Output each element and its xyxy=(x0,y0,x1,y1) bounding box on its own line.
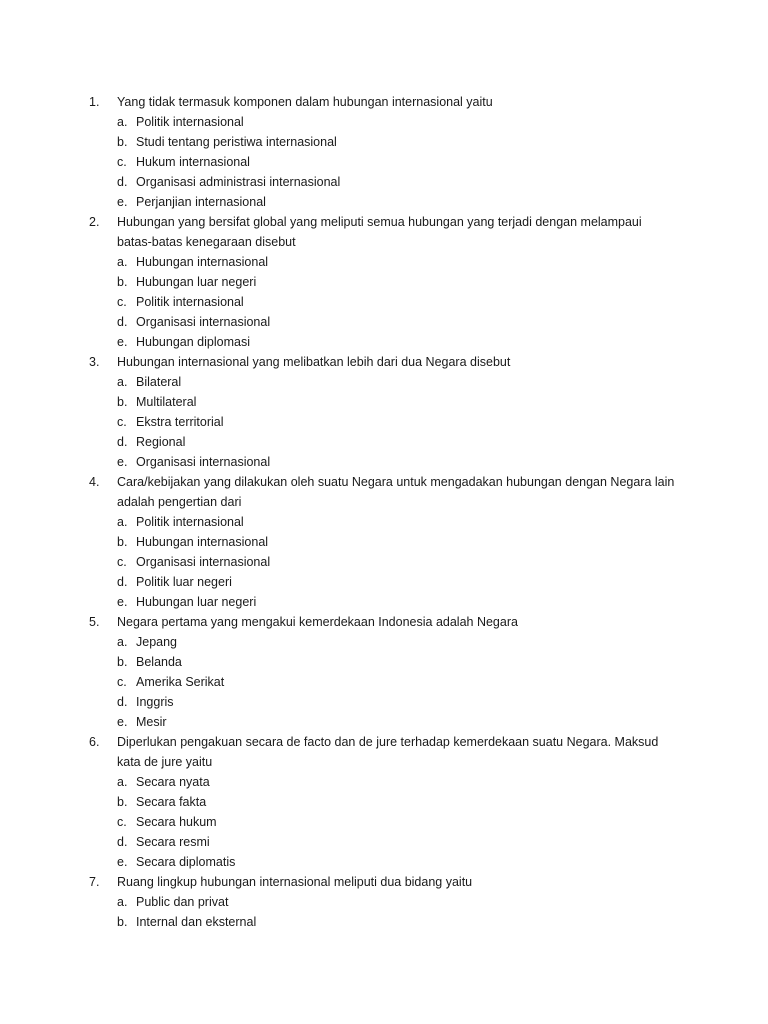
question-item xyxy=(89,92,689,212)
option-item xyxy=(89,292,689,312)
option-text: Ekstra territorial xyxy=(136,415,224,429)
option-letter: a. xyxy=(117,115,128,129)
option-list xyxy=(89,632,689,732)
option-text: Hubungan diplomasi xyxy=(136,335,250,349)
option-text: Hubungan internasional xyxy=(136,535,269,549)
option-text: Secara fakta xyxy=(136,795,207,809)
option-letter: c. xyxy=(117,675,127,689)
option-item xyxy=(89,312,689,332)
option-letter: a. xyxy=(117,515,128,529)
question-item xyxy=(89,732,689,872)
option-item xyxy=(89,672,689,692)
option-letter: c. xyxy=(117,415,127,429)
option-letter: d. xyxy=(117,435,128,449)
question-item xyxy=(89,872,689,932)
option-item xyxy=(89,112,689,132)
option-item xyxy=(89,772,689,792)
option-text: Hubungan luar negeri xyxy=(136,595,257,609)
option-item xyxy=(89,252,689,272)
option-item xyxy=(89,392,689,412)
question-text: Hubungan yang bersifat global yang meliputi semua hubungan yang terjadi dengan melampaui batas-batas kenegaraan disebut xyxy=(117,215,642,249)
option-item xyxy=(89,892,689,912)
option-letter: b. xyxy=(117,655,128,669)
option-text: Secara hukum xyxy=(136,815,217,829)
option-letter: d. xyxy=(117,695,128,709)
option-letter: b. xyxy=(117,795,128,809)
option-item xyxy=(89,572,689,592)
option-list xyxy=(89,512,689,612)
option-item xyxy=(89,652,689,672)
option-item xyxy=(89,692,689,712)
option-letter: d. xyxy=(117,835,128,849)
question-text: Ruang lingkup hubungan internasional meliputi dua bidang yaitu xyxy=(117,875,473,889)
option-letter: c. xyxy=(117,555,127,569)
option-item xyxy=(89,512,689,532)
option-item xyxy=(89,432,689,452)
option-text: Bilateral xyxy=(136,375,182,389)
question-item xyxy=(89,212,689,352)
question-text: Cara/kebijakan yang dilakukan oleh suatu Negara untuk mengadakan hubungan dengan Negara lain adalah pengertian dari xyxy=(117,475,675,509)
option-item xyxy=(89,192,689,212)
option-item xyxy=(89,412,689,432)
option-text: Belanda xyxy=(136,655,182,669)
option-item xyxy=(89,552,689,572)
option-text: Mesir xyxy=(136,715,167,729)
option-text: Politik internasional xyxy=(136,295,244,309)
option-item xyxy=(89,592,689,612)
option-text: Secara nyata xyxy=(136,775,210,789)
option-text: Politik internasional xyxy=(136,115,244,129)
option-letter: a. xyxy=(117,375,128,389)
option-letter: e. xyxy=(117,595,128,609)
question-number: 6. xyxy=(89,735,100,749)
option-item xyxy=(89,332,689,352)
option-letter: e. xyxy=(117,855,128,869)
option-text: Hukum internasional xyxy=(136,155,250,169)
option-letter: e. xyxy=(117,715,128,729)
question-list xyxy=(89,92,689,932)
option-item xyxy=(89,452,689,472)
option-list xyxy=(89,372,689,472)
option-letter: a. xyxy=(117,895,128,909)
option-letter: b. xyxy=(117,135,128,149)
question-item xyxy=(89,352,689,472)
option-text: Amerika Serikat xyxy=(136,675,225,689)
option-text: Inggris xyxy=(136,695,174,709)
option-item xyxy=(89,152,689,172)
option-letter: a. xyxy=(117,635,128,649)
option-text: Multilateral xyxy=(136,395,197,409)
option-item xyxy=(89,812,689,832)
option-letter: c. xyxy=(117,155,127,169)
option-letter: c. xyxy=(117,295,127,309)
question-number: 4. xyxy=(89,475,100,489)
option-text: Regional xyxy=(136,435,186,449)
option-text: Hubungan internasional xyxy=(136,255,269,269)
option-text: Secara resmi xyxy=(136,835,210,849)
option-letter: d. xyxy=(117,575,128,589)
option-item xyxy=(89,912,689,932)
option-letter: a. xyxy=(117,775,128,789)
option-letter: a. xyxy=(117,255,128,269)
option-text: Internal dan eksternal xyxy=(136,915,257,929)
question-number: 3. xyxy=(89,355,100,369)
option-list xyxy=(89,112,689,212)
option-letter: e. xyxy=(117,455,128,469)
question-text: Diperlukan pengakuan secara de facto dan de jure terhadap kemerdekaan suatu Negara. Maksud kata de jure yaitu xyxy=(117,735,659,769)
question-item xyxy=(89,612,689,732)
option-item xyxy=(89,852,689,872)
option-letter: b. xyxy=(117,395,128,409)
question-item xyxy=(89,472,689,612)
option-item xyxy=(89,172,689,192)
question-text: Hubungan internasional yang melibatkan lebih dari dua Negara disebut xyxy=(117,355,511,369)
option-text: Perjanjian internasional xyxy=(136,195,266,209)
option-letter: b. xyxy=(117,915,128,929)
option-letter: e. xyxy=(117,335,128,349)
option-letter: b. xyxy=(117,535,128,549)
question-number: 5. xyxy=(89,615,100,629)
question-text: Yang tidak termasuk komponen dalam hubungan internasional yaitu xyxy=(117,95,493,109)
option-item xyxy=(89,272,689,292)
option-text: Hubungan luar negeri xyxy=(136,275,257,289)
option-text: Politik internasional xyxy=(136,515,244,529)
option-item xyxy=(89,372,689,392)
option-text: Organisasi internasional xyxy=(136,455,271,469)
option-text: Public dan privat xyxy=(136,895,229,909)
option-text: Organisasi internasional xyxy=(136,555,271,569)
option-item xyxy=(89,832,689,852)
option-text: Politik luar negeri xyxy=(136,575,232,589)
option-list xyxy=(89,252,689,352)
option-letter: d. xyxy=(117,175,128,189)
option-text: Studi tentang peristiwa internasional xyxy=(136,135,337,149)
option-item xyxy=(89,792,689,812)
option-letter: d. xyxy=(117,315,128,329)
question-text: Negara pertama yang mengakui kemerdekaan Indonesia adalah Negara xyxy=(117,615,518,629)
option-item xyxy=(89,132,689,152)
question-number: 2. xyxy=(89,215,100,229)
option-text: Secara diplomatis xyxy=(136,855,236,869)
option-text: Organisasi internasional xyxy=(136,315,271,329)
question-number: 1. xyxy=(89,95,100,109)
option-item xyxy=(89,712,689,732)
option-list xyxy=(89,772,689,872)
option-item xyxy=(89,532,689,552)
option-text: Organisasi administrasi internasional xyxy=(136,175,341,189)
question-number: 7. xyxy=(89,875,100,889)
option-list xyxy=(89,892,689,932)
option-item xyxy=(89,632,689,652)
option-text: Jepang xyxy=(136,635,178,649)
option-letter: b. xyxy=(117,275,128,289)
option-letter: c. xyxy=(117,815,127,829)
option-letter: e. xyxy=(117,195,128,209)
